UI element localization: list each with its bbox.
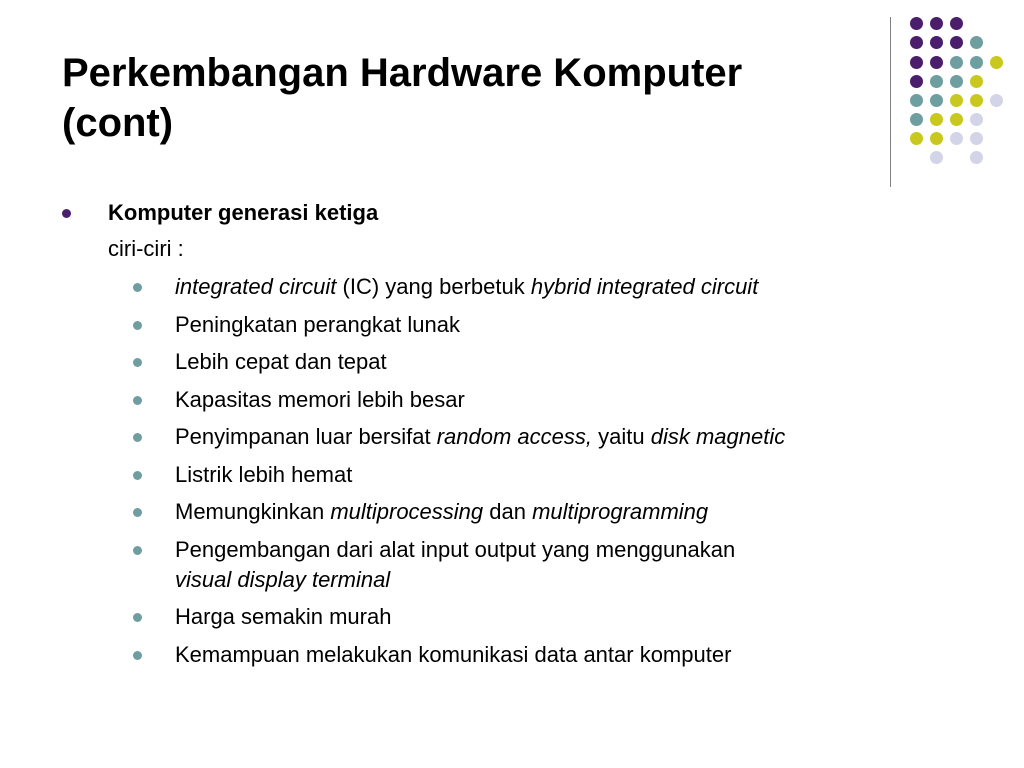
bullet-dot bbox=[133, 321, 142, 330]
bullet-level1 bbox=[62, 209, 71, 218]
list-item-text: Pengembangan dari alat input output yang menggunakan bbox=[175, 536, 736, 562]
dot bbox=[910, 94, 923, 107]
list-item bbox=[0, 497, 1000, 527]
dot bbox=[930, 36, 943, 49]
dot bbox=[930, 151, 943, 164]
dot bbox=[970, 132, 983, 145]
list-item-text: integrated circuit bbox=[175, 274, 337, 299]
list-item-text: Kemampuan melakukan komunikasi data antar komputer bbox=[175, 641, 732, 667]
bullet-dot bbox=[133, 546, 142, 555]
bullet-dot bbox=[133, 508, 142, 517]
dot bbox=[970, 113, 983, 126]
bullet-dot bbox=[133, 433, 142, 442]
list-item-text: disk magnetic bbox=[650, 424, 786, 449]
section-heading: Komputer generasi ketiga bbox=[108, 200, 379, 225]
list-item-text: hybrid integrated circuit bbox=[530, 274, 759, 299]
title-line-1: Perkembangan Hardware Komputer bbox=[62, 51, 743, 95]
dot bbox=[950, 36, 963, 49]
list-item bbox=[0, 310, 1000, 340]
dot bbox=[990, 56, 1003, 69]
dot bbox=[930, 17, 943, 30]
vertical-divider bbox=[890, 17, 891, 187]
slide-title bbox=[62, 48, 862, 148]
list-item-text: Memungkinkan bbox=[175, 499, 331, 524]
dot bbox=[930, 94, 943, 107]
dot bbox=[910, 36, 923, 49]
list-item-text: Harga semakin murah bbox=[175, 604, 392, 629]
dot bbox=[910, 56, 923, 69]
bullet-dot bbox=[133, 651, 142, 660]
bullet-dot bbox=[133, 613, 142, 622]
list-item bbox=[0, 460, 1000, 490]
dot bbox=[950, 56, 963, 69]
bullet-dot bbox=[133, 283, 142, 292]
feature-list bbox=[0, 272, 1000, 677]
list-item-text: Kapasitas memori lebih besar bbox=[175, 386, 465, 412]
bullet-dot bbox=[133, 471, 142, 480]
list-item bbox=[0, 535, 1000, 595]
dot bbox=[930, 56, 943, 69]
dot bbox=[950, 94, 963, 107]
dot bbox=[910, 113, 923, 126]
dot bbox=[970, 36, 983, 49]
dot bbox=[950, 132, 963, 145]
dot bbox=[950, 17, 963, 30]
dot bbox=[910, 132, 923, 145]
list-item-text: Peningkatan perangkat lunak bbox=[175, 311, 460, 337]
list-item-text: multiprogramming bbox=[532, 499, 709, 524]
list-item bbox=[0, 272, 1000, 302]
dot bbox=[910, 17, 923, 30]
list-item bbox=[0, 602, 1000, 632]
dot bbox=[910, 75, 923, 88]
dot bbox=[990, 94, 1003, 107]
list-item-text: Penyimpanan luar bersifat bbox=[175, 424, 437, 449]
list-item-text: (IC) yang berbetuk bbox=[336, 274, 531, 299]
dot bbox=[930, 113, 943, 126]
list-item bbox=[0, 640, 1000, 670]
list-item-text: random access, bbox=[436, 424, 592, 449]
list-item-text: visual display terminal bbox=[175, 566, 391, 592]
dot bbox=[970, 75, 983, 88]
list-item-text: Lebih cepat dan tepat bbox=[175, 349, 387, 374]
dot bbox=[970, 56, 983, 69]
list-item bbox=[0, 385, 1000, 415]
title-line-2: (cont) bbox=[62, 101, 174, 145]
dot bbox=[950, 75, 963, 88]
list-item-text: yaitu bbox=[592, 424, 651, 449]
bullet-dot bbox=[133, 396, 142, 405]
bullet-dot bbox=[133, 358, 142, 367]
list-item-text: dan bbox=[483, 499, 533, 524]
dot bbox=[930, 75, 943, 88]
section-subheading: ciri-ciri : bbox=[108, 236, 184, 261]
list-item bbox=[0, 422, 1000, 452]
dot bbox=[970, 151, 983, 164]
dot bbox=[970, 94, 983, 107]
list-item-text: Listrik lebih hemat bbox=[175, 461, 353, 487]
list-item bbox=[0, 347, 1000, 377]
dot bbox=[950, 113, 963, 126]
dot bbox=[930, 132, 943, 145]
list-item-text: multiprocessing bbox=[330, 499, 484, 524]
